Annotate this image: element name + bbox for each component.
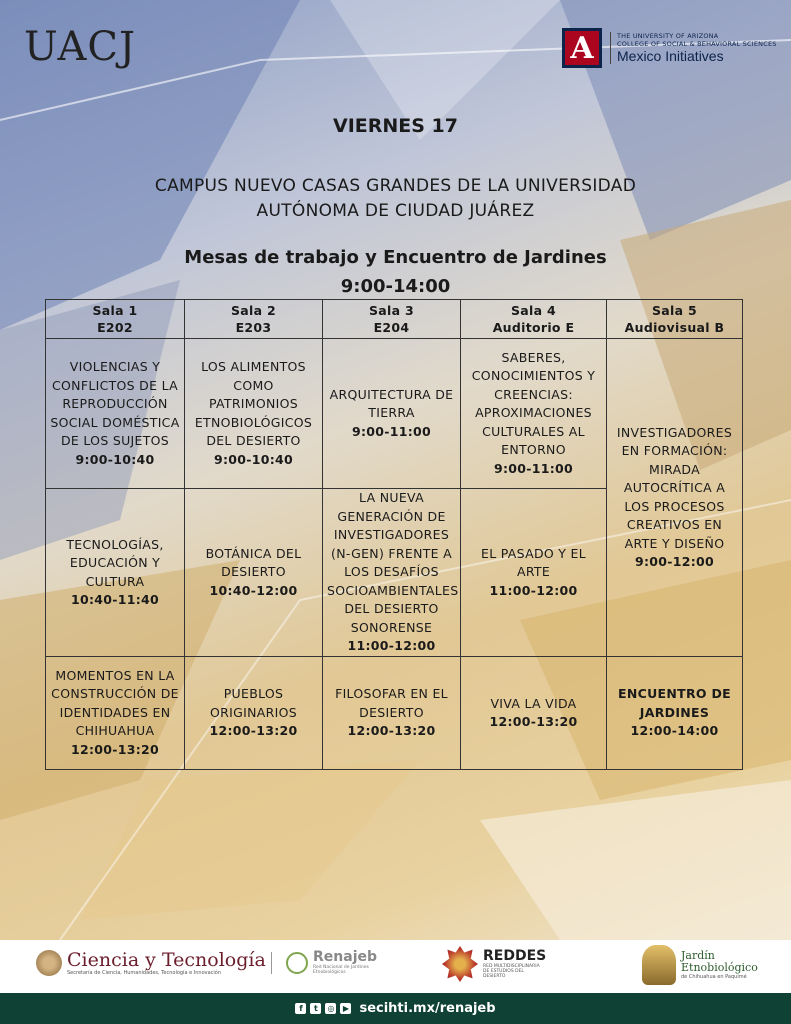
header-sala-2: Sala 2 E203	[185, 300, 323, 339]
event-day: VIERNES 17	[332, 115, 458, 137]
logo-college-line: COLLEGE OF SOCIAL & BEHAVIORAL SCIENCES	[617, 40, 777, 48]
website-link[interactable]: secihti.mx/renajeb	[359, 1001, 496, 1016]
instagram-icon[interactable]: ◎	[325, 1003, 336, 1014]
sponsor-logos	[0, 940, 791, 992]
twitter-icon[interactable]: t	[310, 1003, 321, 1014]
table-header-row	[46, 300, 743, 339]
jardin-cactus-icon	[642, 945, 676, 985]
reddes-sun-icon	[442, 946, 478, 982]
ciencia-logo: Ciencia y Tecnología Secretaría de Ciencia, Humanidades, Tecnología e Innovación	[36, 950, 272, 976]
uacj-logo: UACJ	[24, 24, 137, 70]
session-cell: VIOLENCIAS Y CONFLICTOS DE LA REPRODUCCIÓN SOCIAL DOMÉSTICA DE LOS SUJETOS 9:00-10:40	[46, 339, 185, 489]
mexico-seal-icon	[36, 950, 62, 976]
header-sala-1: Sala 1 E202	[46, 300, 185, 339]
footer-bar	[0, 993, 791, 1024]
session-cell: LOS ALIMENTOS COMO PATRIMONIOS ETNOBIOLÓGICOS DEL DESIERTO 9:00-10:40	[185, 339, 323, 489]
session-cell: ENCUENTRO DE JARDINES 12:00-14:00	[607, 657, 743, 770]
reddes-logo: REDDES RED MULTIDISCIPLINARIA DE ESTUDIOS DEL DESIERTO	[442, 946, 546, 982]
session-cell: MOMENTOS EN LA CONSTRUCCIÓN DE IDENTIDADES EN CHIHUAHUA 12:00-13:20	[46, 657, 185, 770]
logo-program-name: Mexico Initiatives	[617, 48, 724, 64]
table-row	[46, 339, 743, 489]
session-cell: SABERES, CONOCIMIENTOS Y CREENCIAS: APROXIMACIONES CULTURALES AL ENTORNO 9:00-11:00	[461, 339, 607, 489]
event-hours: 9:00-14:00	[340, 276, 451, 297]
renajeb-leaf-icon	[286, 952, 308, 974]
header-sala-5: Sala 5 Audiovisual B	[607, 300, 743, 339]
logo-divider	[271, 952, 272, 974]
table-row	[46, 657, 743, 770]
jardin-logo: Jardín Etnobiológico de Chihuahua en Paquimé	[642, 945, 758, 985]
youtube-icon[interactable]: ▶	[340, 1003, 351, 1014]
event-title: Mesas de trabajo y Encuentro de Jardines	[184, 247, 607, 268]
campus-name: CAMPUS NUEVO CASAS GRANDES DE LA UNIVERSIDAD AUTÓNOMA DE CIUDAD JUÁREZ	[154, 176, 637, 221]
logo-university-line: THE UNIVERSITY OF ARIZONA	[617, 32, 719, 40]
arizona-a-icon: A	[562, 28, 602, 68]
session-cell: PUEBLOS ORIGINARIOS 12:00-13:20	[185, 657, 323, 770]
session-cell: TECNOLOGÍAS, EDUCACIÓN Y CULTURA 10:40-11:40	[46, 489, 185, 657]
session-cell: INVESTIGADORES EN FORMACIÓN: MIRADA AUTOCRÍTICA A LOS PROCESOS CREATIVOS EN ARTE Y DISEÑO 9:00-12:00	[607, 339, 743, 657]
session-cell: FILOSOFAR EN EL DESIERTO 12:00-13:20	[323, 657, 461, 770]
arizona-logo	[562, 28, 777, 68]
renajeb-logo: Renajeb Red Nacional de Jardines Etnobiológicos	[286, 950, 383, 975]
session-cell: LA NUEVA GENERACIÓN DE INVESTIGADORES (N-GEN) FRENTE A LOS DESAFÍOS SOCIOAMBIENTALES DEL DESIERTO SONORENSE 11:00-12:00	[323, 489, 461, 657]
session-cell: VIVA LA VIDA 12:00-13:20	[461, 657, 607, 770]
session-cell: BOTÁNICA DEL DESIERTO 10:40-12:00	[185, 489, 323, 657]
header-sala-3: Sala 3 E204	[323, 300, 461, 339]
session-cell: EL PASADO Y EL ARTE 11:00-12:00	[461, 489, 607, 657]
facebook-icon[interactable]: f	[295, 1003, 306, 1014]
header-sala-4: Sala 4 Auditorio E	[461, 300, 607, 339]
session-cell: ARQUITECTURA DE TIERRA 9:00-11:00	[323, 339, 461, 489]
schedule-table	[45, 299, 743, 770]
